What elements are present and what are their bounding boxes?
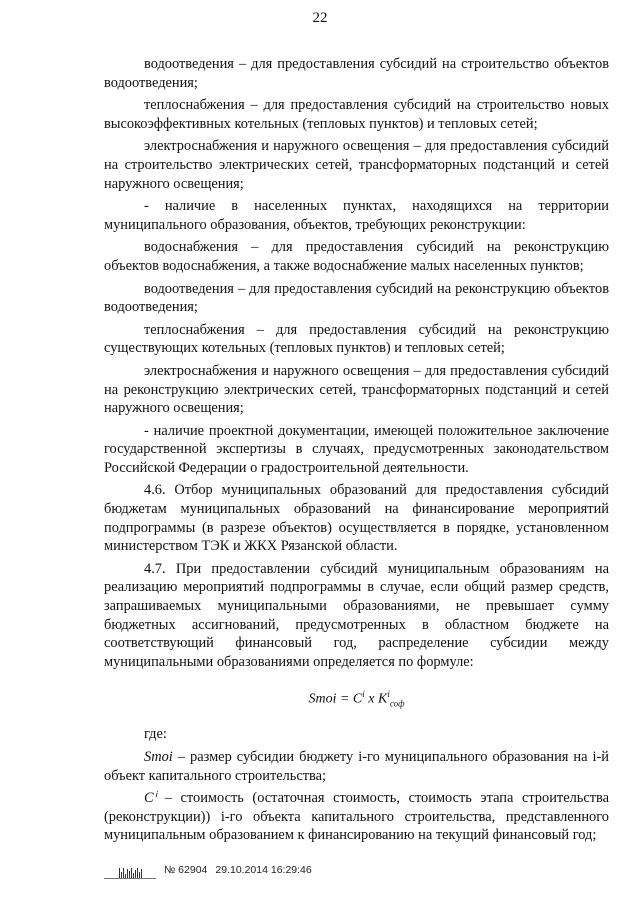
paragraph: - наличие в населенных пунктах, находящихся на территории муниципального образования, объектов, требующих реконструкции:: [104, 198, 609, 233]
registration-stamp-icon: [104, 862, 156, 879]
formula-cost-index: i: [362, 689, 365, 700]
formula-coefficient: K: [378, 692, 388, 708]
paragraph: теплоснабжения – для предоставления субсидий на строительство новых высокоэффективных котельных (тепловых пунктов) и тепловых сетей;: [104, 97, 609, 132]
barcode-icon: [119, 868, 142, 878]
formula-lhs: Smoi: [308, 692, 337, 708]
paragraph: 4.6. Отбор муниципальных образований для предоставления субсидий бюджетам муниципальных образований на финансирование мероприятий подпрограммы (в разрезе объектов) осуществляется в порядке, установленном министерством ТЭК и ЖКХ Рязанской области.: [104, 482, 609, 555]
formula-coefficient-index: i: [387, 689, 390, 700]
definition: [104, 789, 609, 845]
page-number: 22: [312, 10, 328, 26]
paragraph: - наличие проектной документации, имеющей положительное заключение государственной экспертизы в случаях, предусмотренных законодательством Российской Федерации о градостроительной деятельности.: [104, 422, 609, 476]
definition-text: – размер субсидии бюджету i-го муниципального образования на i-й объект капитального строительства;: [104, 749, 609, 784]
paragraph: 4.7. При предоставлении субсидий муниципальным образованиям на реализацию мероприятий подпрограммы в случае, если общий размер средств, запрашиваемых муниципальными образованиями, не превышает сумму бюджетных ассигнований, предусмотренных в областном бюджете на соответствующий финансовый год, распределение субсидии между муниципальными образованиями определяется по формуле:: [104, 560, 609, 670]
formula-coefficient-subscript: соф: [389, 698, 405, 709]
paragraph: электроснабжения и наружного освещения – для предоставления субсидий на строительство электрических сетей, трансформаторных подстанций и сетей наружного освещения;: [104, 138, 609, 192]
paragraph: теплоснабжения – для предоставления субсидий на реконструкцию существующих котельных (тепловых пунктов) и тепловых сетей;: [104, 321, 609, 357]
subsidy-formula: [104, 685, 609, 713]
document-body: [104, 55, 609, 849]
definition-symbol: Smoi: [144, 749, 173, 766]
paragraph: водоотведения – для предоставления субсидий на реконструкцию объектов водоотведения;: [104, 280, 609, 316]
definition: [104, 748, 609, 785]
document-number: № 62904: [164, 864, 208, 876]
document-datetime: 29.10.2014 16:29:46: [215, 864, 312, 876]
where-label: где:: [144, 726, 167, 743]
paragraph: водоотведения – для предоставления субсидий на строительство объектов водоотведения;: [104, 56, 609, 91]
paragraph: электроснабжения и наружного освещения – для предоставления субсидий на реконструкцию электрических сетей, трансформаторных подстанций и сетей наружного освещения;: [104, 362, 609, 417]
definition-symbol: Cⁱ: [144, 790, 157, 807]
definition-text: – стоимость (остаточная стоимость, стоимость этапа строительства (реконструкции)) i-го объекта капитального строительства, представленного муниципальным образованием к финансированию на текущий финансовый год;: [104, 790, 609, 844]
document-footer: [104, 858, 312, 882]
formula-cost: C: [352, 692, 363, 708]
formula-equals: =: [339, 692, 350, 708]
paragraph: водоснабжения – для предоставления субсидий на реконструкцию объектов водоснабжения, а также водоснабжение малых населенных пунктов;: [104, 239, 609, 274]
formula-times: x: [368, 692, 375, 708]
